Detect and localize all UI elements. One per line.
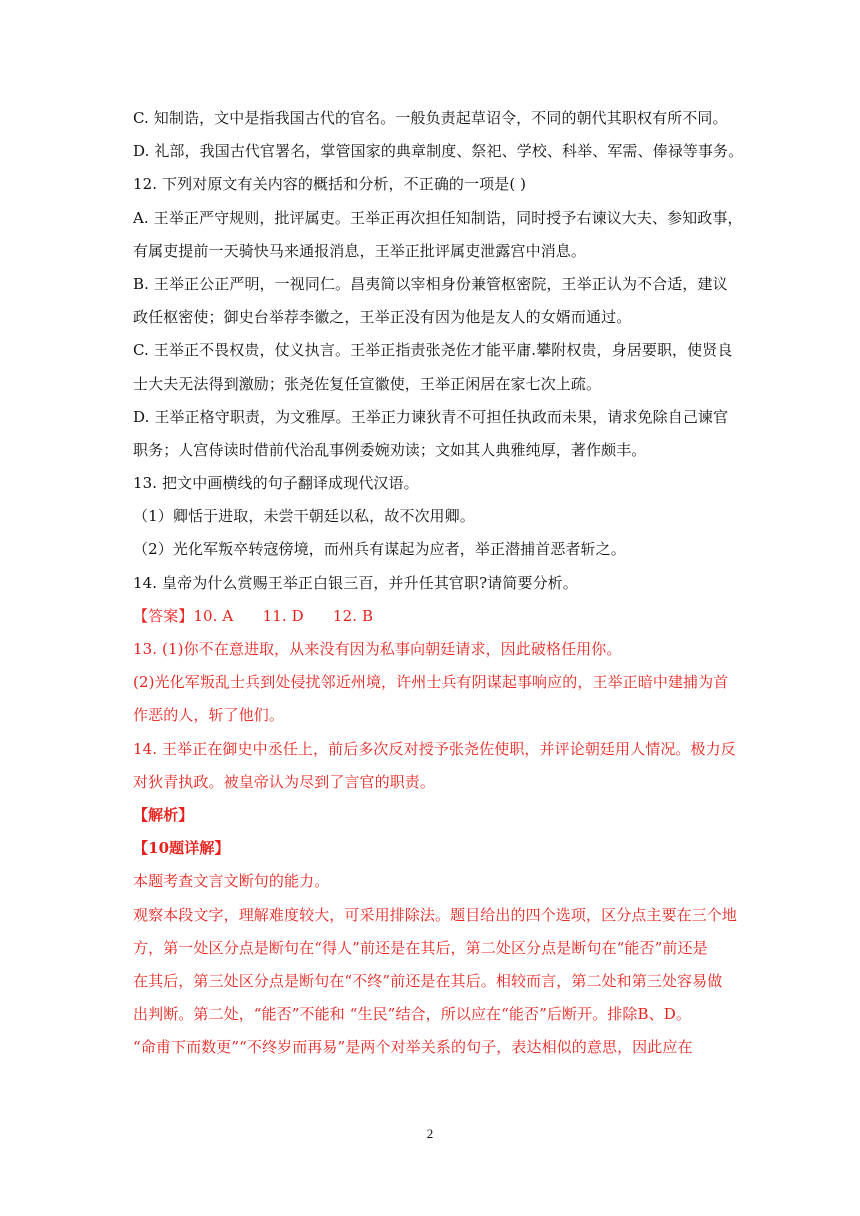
answer-13-part1: 13. (1)你不在意进取，从来没有因为私事向朝廷请求，因此破格任用你。 [133,640,622,658]
q10-detail-line4: 出判断。第二处，“能否”不能和 “生民”结合，所以应在“能否”后断开。排除B、D。 [133,1005,691,1024]
q12-option-b-line2: 政任枢密使；御史台举荐李徽之，王举正没有因为他是友人的女婿而通过。 [133,308,632,327]
analysis-heading: 【解析】 [133,805,194,824]
q10-detail-line3: 在其后，第三处区分点是断句在“不终”前还是在其后。相较而言，第二处和第三处容易做 [133,971,723,990]
answer-13-part2-line1: (2)光化军叛乱士兵到处侵扰邻近州境，许州士兵有阴谋起事响应的，王举正暗中建捕为首 [133,673,729,692]
q12-option-d-line2: 职务；人宫侍读时借前代治乱事例委婉劝读；文如其人典雅纯厚，著作颇丰。 [133,440,647,459]
question-13: 13. 把文中画横线的句子翻译成现代汉语。 [133,474,419,493]
q12-option-a-line2: 有属吏提前一天骑快马来通报消息，王举正批评属吏泄露宫中消息。 [133,241,587,260]
q12-option-c-line1: C. 王举正不畏权贵，仗义执言。王举正指责张尧佐才能平庸.攀附权贵，身居要职，使贤良 [133,341,733,360]
q10-detail-line5: “命甫下而数更”“不终岁而再易”是两个对举关系的句子，表达相似的意思，因此应在 [133,1038,693,1057]
q12-option-b-line1: B. 王举正公正严明，一视同仁。昌夷简以宰相身份兼管枢密院，王举正认为不合适，建议 [133,274,728,293]
q10-detail-heading: 【10题详解】 [133,839,230,858]
option-d-libu: D. 礼部，我国古代官署名，掌管国家的典章制度、祭祀、学校、科举、军需、俸禄等事务。 [133,142,744,161]
q12-option-a-line1: A. 王举正严守规则，批评属吏。王举正再次担任知制诰，同时授予右谏议大夫、参知政事， [133,208,743,227]
answer-14-line1: 14. 王举正在御史中丞任上，前后多次反对授予张尧佐使职，并评论朝廷用人情况。极力反 [133,739,736,758]
page-body [133,108,744,1070]
q12-option-d-line1: D. 王举正格守职责，为文雅厚。王举正力谏狄青不可担任执政而未果，请求免除自己谏官 [133,407,729,426]
question-14: 14. 皇帝为什么赏赐王举正白银三百，并升任其官职?请简要分析。 [133,573,578,592]
q13-sentence-2: （2）光化军叛卒转寇傍境，而州兵有谋起为应者，举正潜捕首恶者斩之。 [133,540,626,559]
q10-detail-intro: 本题考查文言文断句的能力。 [133,872,330,891]
page-number: 2 [426,1126,434,1141]
question-12: 12. 下列对原文有关内容的概括和分析，不正确的一项是( ) [133,175,527,194]
answer-13-part2-line2: 作恶的人，斩了他们。 [133,706,285,725]
q10-detail-line1: 观察本段文字，理解难度较大，可采用排除法。题目给出的四个选项，区分点主要在三个地 [133,905,738,924]
q12-option-c-line2: 士大夫无法得到激励；张尧佐复任宣徽使，王举正闲居在家七次上疏。 [133,374,602,393]
q13-sentence-1: （1）卿恬于进取，未尝干朝廷以私，故不次用卿。 [133,507,475,526]
q10-detail-line2: 方，第一处区分点是断句在“得人”前还是在其后，第二处区分点是断句在“能否”前还是 [133,938,708,957]
answer-14-line2: 对狄青执政。被皇帝认为尽到了言官的职责。 [133,772,436,791]
answer-key: 【答案】10. A 11. D 12. B [133,606,374,625]
option-c-zhizhigao: C. 知制诰，文中是指我国古代的官名。一般负责起草诏令，不同的朝代其职权有所不同。 [133,109,728,127]
